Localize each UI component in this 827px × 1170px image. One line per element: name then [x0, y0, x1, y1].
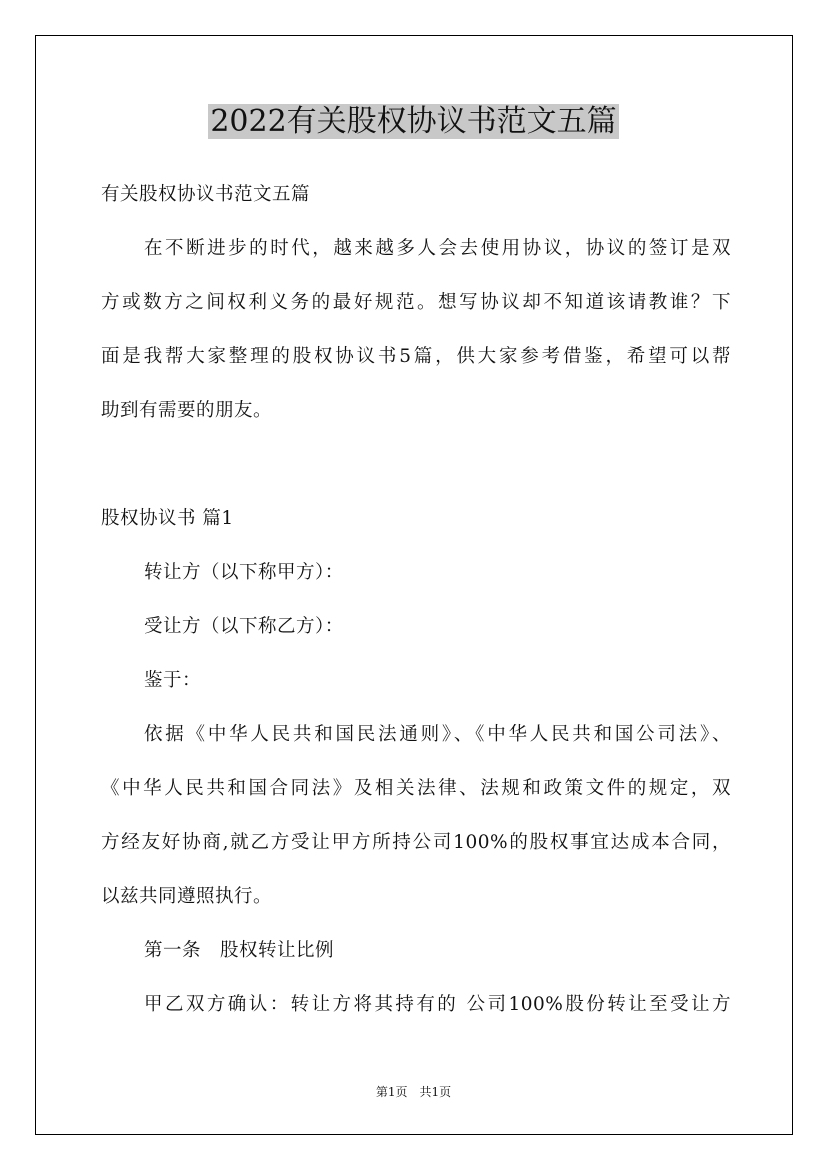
intro-line-4: 助到有需要的朋友。: [101, 400, 273, 421]
basis-line-4: 以兹共同遵照执行。: [101, 886, 273, 907]
article-one-heading: 第一条 股权转让比例: [144, 940, 335, 961]
document-title: [0, 98, 827, 146]
intro-line-2: 方或数方之间权利义务的最好规范。想写协议却不知道该请教谁？下: [101, 292, 731, 313]
article-one-text: 甲乙双方确认：转让方将其持有的 公司100%股份转让至受让方: [144, 994, 731, 1015]
intro-line-1: 在不断进步的时代，越来越多人会去使用协议，协议的签订是双: [144, 238, 731, 259]
page-footer: 第1页 共1页: [375, 1085, 452, 1099]
basis-line-1: 依据《中华人民共和国民法通则》、《中华人民共和国公司法》、: [144, 724, 731, 745]
basis-line-2: 《中华人民共和国合同法》及相关法律、法规和政策文件的规定，双: [101, 778, 731, 799]
whereas-line: 鉴于：: [144, 670, 202, 691]
document-title-text: 2022有关股权协议书范文五篇: [210, 104, 617, 139]
basis-line-3: 方经友好协商,就乙方受让甲方所持公司100%的股权事宜达成本合同，: [101, 832, 731, 853]
section-heading: 股权协议书 篇1: [101, 508, 234, 529]
intro-line-3: 面是我帮大家整理的股权协议书5篇，供大家参考借鉴，希望可以帮: [101, 346, 731, 367]
transferee-line: 受让方（以下称乙方）：: [144, 616, 344, 637]
transferor-line: 转让方（以下称甲方）：: [144, 562, 344, 583]
document-subtitle: 有关股权协议书范文五篇: [101, 184, 311, 205]
